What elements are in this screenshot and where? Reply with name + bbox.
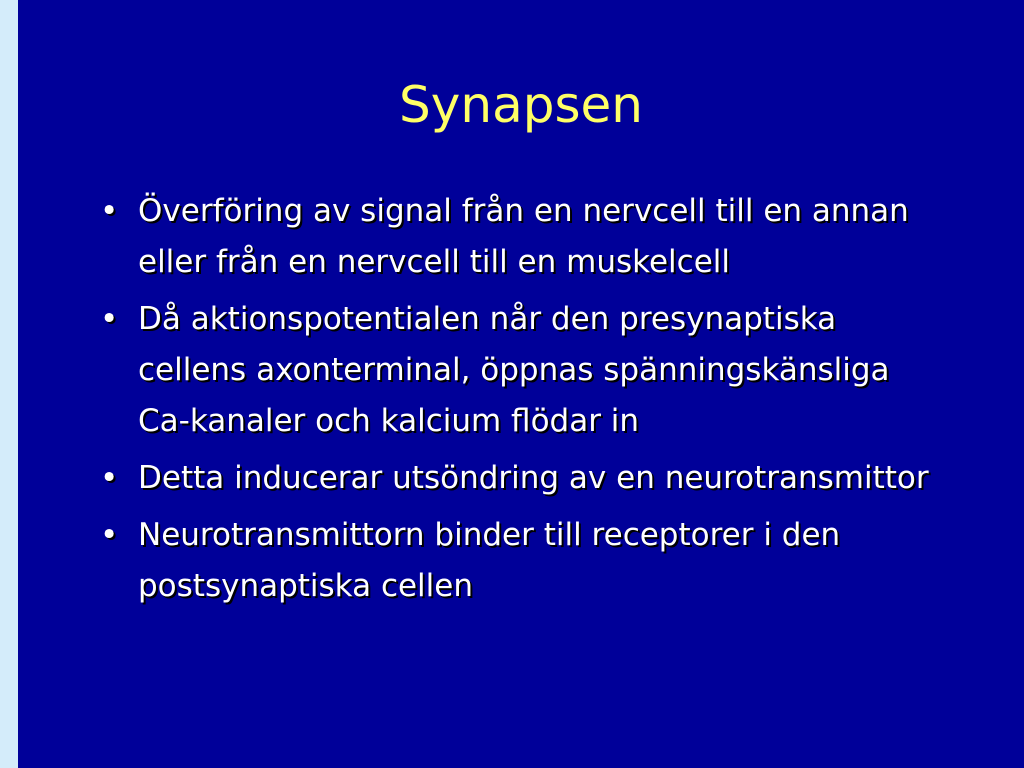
bullet-item bbox=[100, 294, 930, 447]
bullet-text: Då aktionspotentialen når den presynaptiska cellens axonterminal, öppnas spänningskänsliga Ca-kanaler och kalcium flödar in bbox=[138, 301, 890, 439]
bullet-icon: • bbox=[100, 517, 119, 553]
bullet-icon: • bbox=[100, 193, 119, 229]
slide-title: Synapsen bbox=[399, 76, 643, 134]
slide bbox=[18, 0, 1024, 768]
bullet-text: Överföring av signal från en nervcell till en annan eller från en nervcell till en muskelcell bbox=[138, 193, 909, 280]
bullet-item bbox=[100, 510, 930, 612]
bullet-list bbox=[100, 186, 930, 618]
bullet-item bbox=[100, 453, 930, 504]
bullet-text: Detta inducerar utsöndring av en neurotransmittor bbox=[138, 460, 929, 496]
bullet-item bbox=[100, 186, 930, 288]
bullet-icon: • bbox=[100, 301, 119, 337]
bullet-text: Neurotransmittorn binder till receptorer i den postsynaptiska cellen bbox=[138, 517, 841, 604]
bullet-icon: • bbox=[100, 460, 119, 496]
left-edge-strip bbox=[0, 0, 18, 768]
